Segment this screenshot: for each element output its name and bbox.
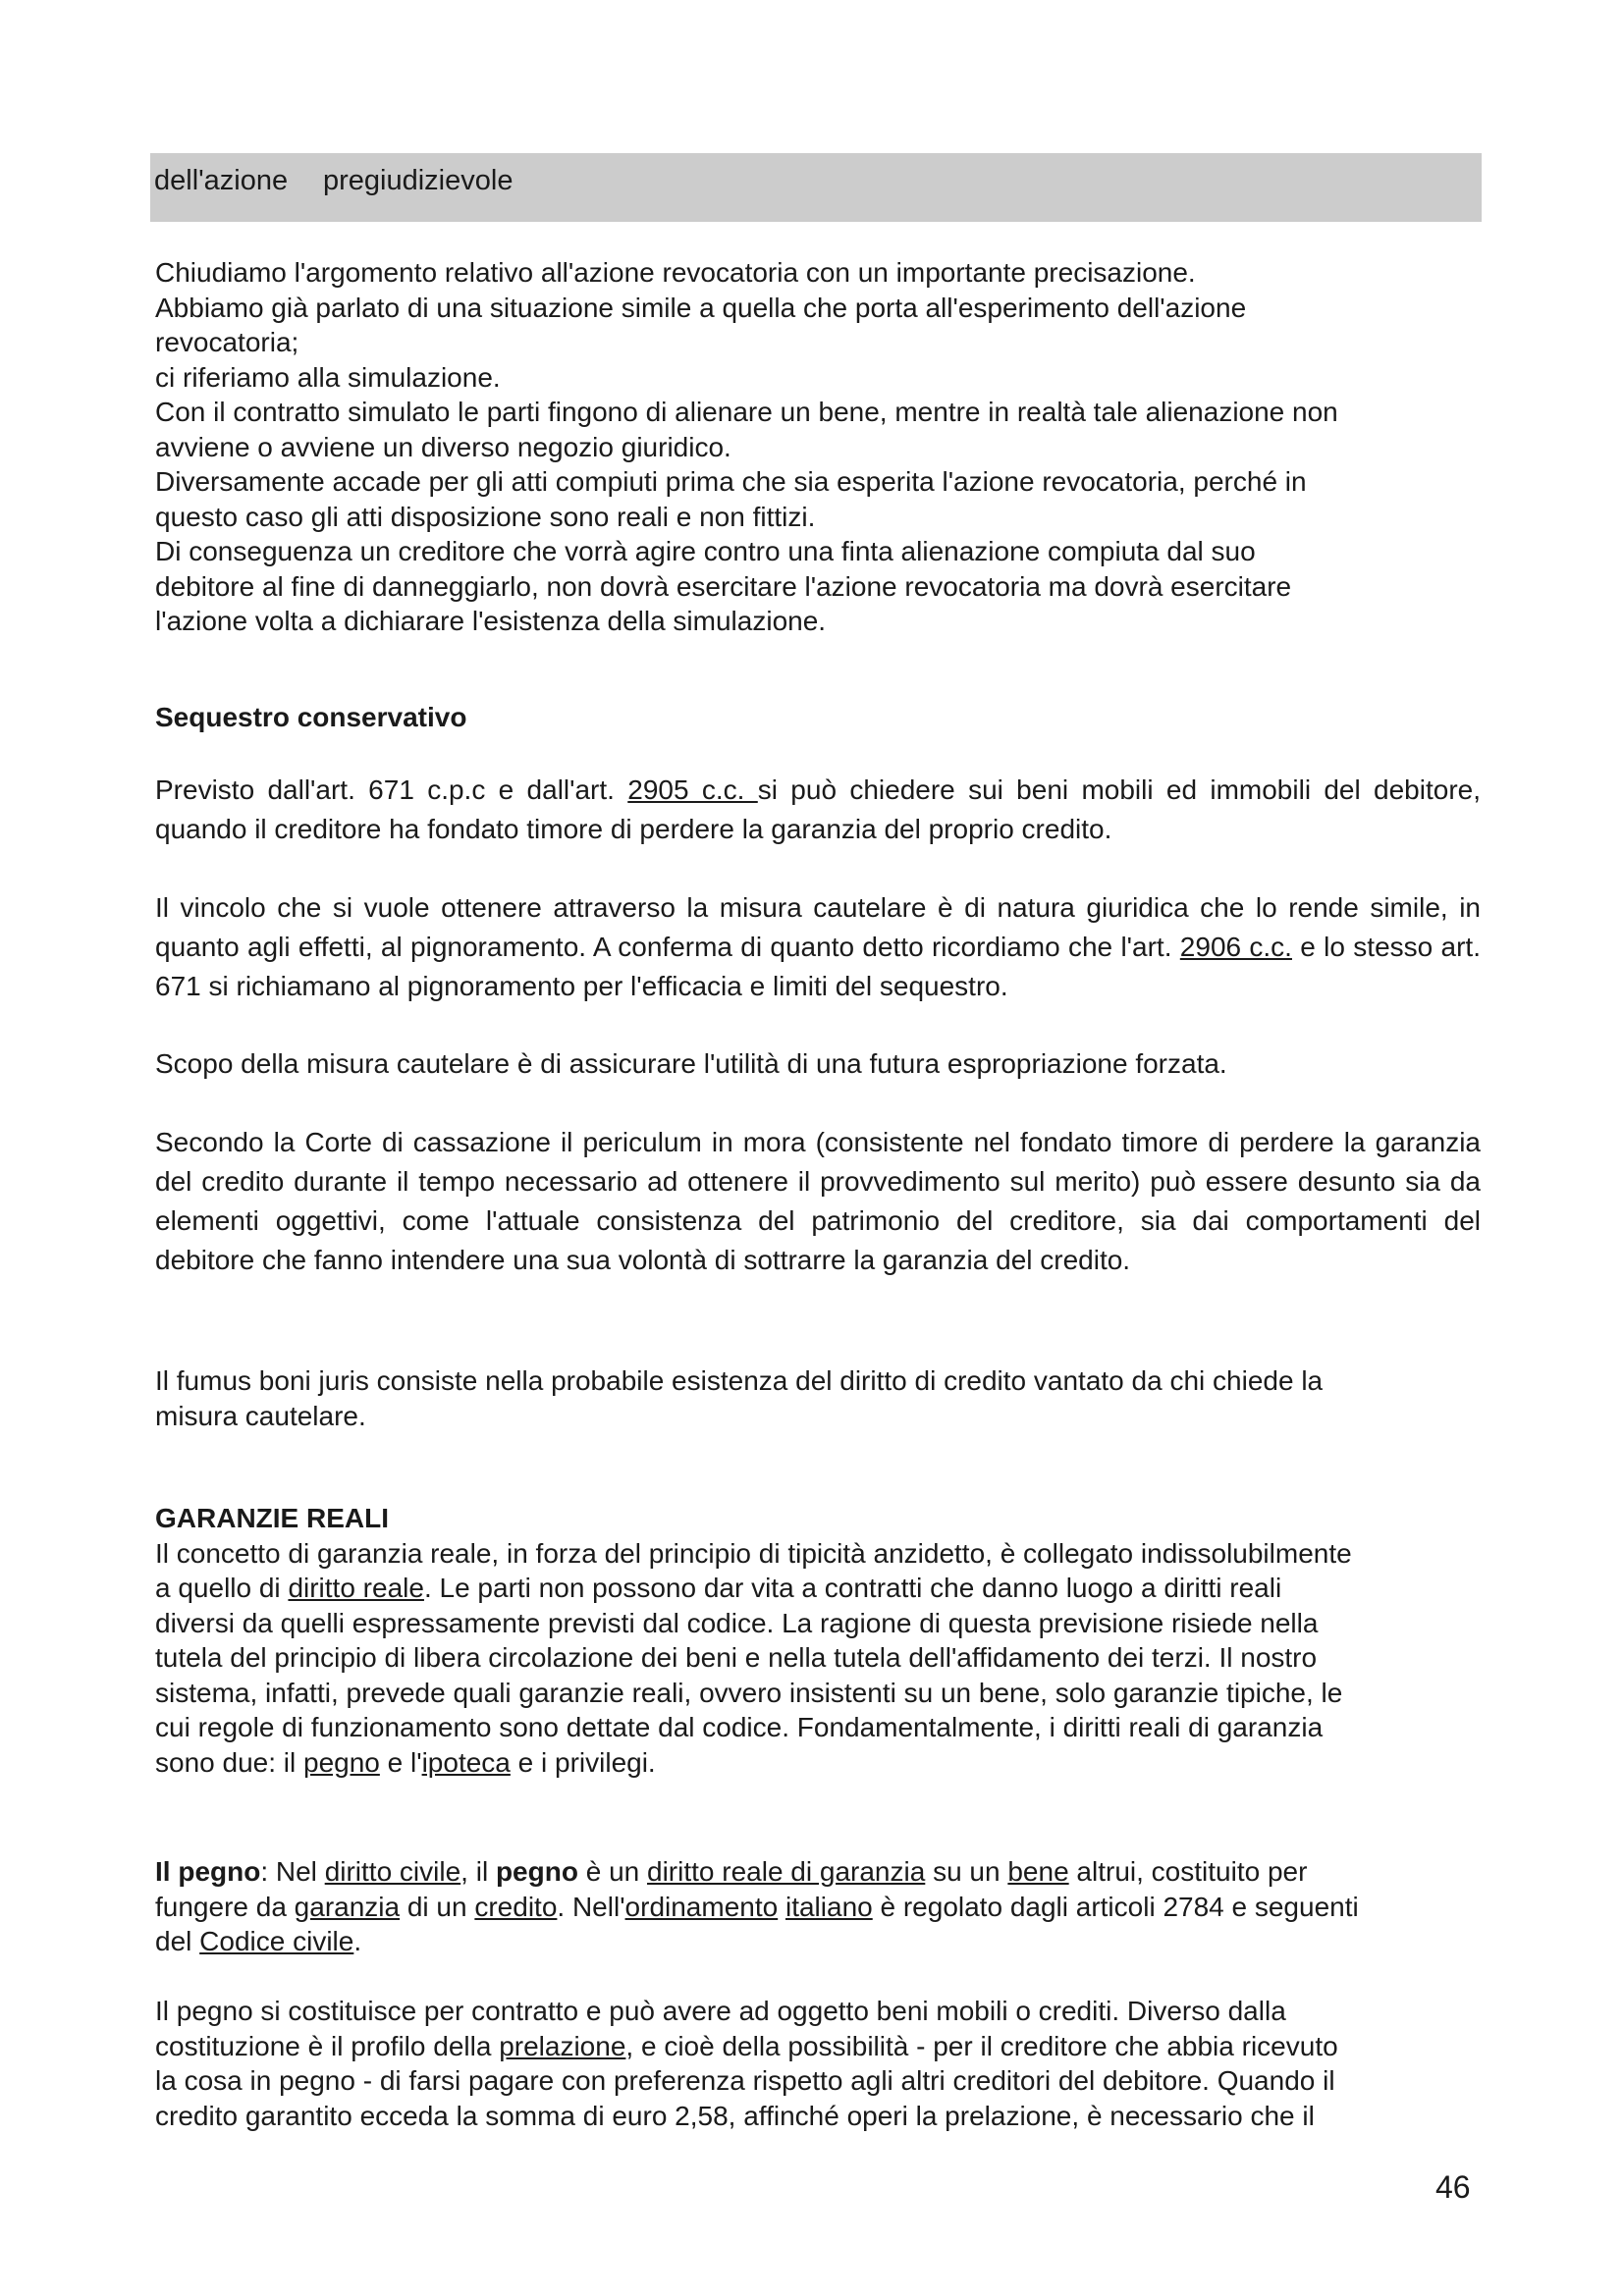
text-run: e lo stesso art. 671 si richiamano al pignoramento per l'efficacia e limiti del sequestro. [155,932,1481,1001]
link-art-2905[interactable]: 2905 c.c. [627,774,758,805]
text-line: Il concetto di garanzia reale, in forza del principio di tipicità anzidetto, è collegato indissolubilmente [155,1537,1352,1569]
sequestro-paragraph-1 [155,771,1481,849]
garanzie-reali-section [155,1501,1481,1780]
text-run: fungere da [155,1891,295,1922]
garanzie-heading: GARANZIE REALI [155,1503,389,1533]
text-line [155,1745,1481,1781]
text-line [155,1924,1481,1959]
sequestro-paragraph-5 [155,1363,1481,1433]
link-diritto-civile[interactable]: diritto civile [324,1856,461,1887]
text-run: a quello di [155,1573,289,1603]
intro-line: Di conseguenza un creditore che vorrà agire contro una finta alienazione compiuta dal suo [155,536,1256,566]
link-diritto-reale[interactable]: diritto reale [288,1573,424,1603]
link-garanzia[interactable]: garanzia [294,1891,401,1922]
text-line: la cosa in pegno - di farsi pagare con preferenza rispetto agli altri creditori del debitore. Quando il [155,2065,1335,2096]
text-line [155,1571,1481,1606]
text-line: diversi da quelli espressamente previsti dal codice. La ragione di questa previsione risiede nella [155,1607,1319,1638]
page-number: 46 [1435,2169,1471,2205]
text-run: è un [577,1856,648,1887]
text-run: su un [925,1856,1008,1887]
text-line: sistema, infatti, prevede quali garanzie reali, ovvero insistenti su un bene, solo garanzie tipiche, le [155,1677,1343,1708]
intro-line: Abbiamo già parlato di una situazione simile a quella che porta all'esperimento dell'azione [155,292,1247,323]
text-line: Il pegno si costituisce per contratto e può avere ad oggetto beni mobili o crediti. Diverso dalla [155,1996,1286,2026]
text-run: si può chiedere sui beni mobili ed immobili del debitore, quando il creditore ha fondato timore di perdere la garanzia del proprio credito. [155,774,1482,844]
link-ipoteca[interactable]: ipoteca [421,1746,511,1778]
intro-line: avviene o avviene un diverso negozio giuridico. [155,431,731,462]
link-codice-civile[interactable]: Codice civile [199,1926,354,1956]
link-bene[interactable]: bene [1007,1856,1069,1887]
text-run: . Nell' [557,1891,625,1922]
intro-line: l'azione volta a dichiarare l'esistenza della simulazione. [155,606,827,636]
link-art-2906[interactable]: 2906 c.c. [1179,932,1292,962]
text-run: altrui, costituito per [1068,1856,1308,1887]
text-line [155,1890,1481,1925]
header-word-1: dell'azione [154,165,289,196]
intro-line: ci riferiamo alla simulazione. [155,361,501,393]
link-credito[interactable]: credito [474,1891,558,1922]
text-line: tutela del principio di libera circolazione dei beni e nella tutela dell'affidamento dei terzi. Il nostro [155,1642,1318,1673]
text-line [155,2029,1481,2064]
link-pegno[interactable]: pegno [303,1746,380,1778]
text-run: e i privilegi. [510,1746,656,1778]
section-header-bar [150,153,1482,222]
text-line [155,1854,1481,1890]
sequestro-paragraph-2 [155,888,1481,1006]
text-run: : Nel [260,1856,325,1887]
intro-paragraph [155,255,1481,639]
pegno-definition [155,1854,1481,1959]
text-run: Previsto dall'art. 671 c.p.c e dall'art. [155,774,628,805]
text-line: Il fumus boni juris consiste nella probabile esistenza del diritto di credito vantato da chi chiede la [155,1365,1324,1396]
text-run: , e cioè della possibilità - per il creditore che abbia ricevuto [625,2030,1338,2061]
text-run: di un [400,1891,475,1922]
text-run [778,1892,785,1922]
text-run: e l' [379,1746,422,1778]
pegno-costituzione [155,1994,1481,2133]
text-run: . Le parti non possono dar vita a contratti che danno luogo a diritti reali [423,1573,1282,1603]
pegno-label: Il pegno [155,1856,261,1887]
sequestro-heading: Sequestro conservativo [155,702,467,732]
text-line: misura cautelare. [155,1400,366,1431]
intro-line: Diversamente accade per gli atti compiuti prima che sia esperita l'azione revocatoria, perché in [155,466,1307,497]
link-italiano[interactable]: italiano [784,1891,873,1922]
intro-line: revocatoria; [155,327,299,357]
header-word-2: pregiudizievole [323,165,514,196]
text-run: è regolato dagli articoli 2784 e seguenti [872,1891,1359,1922]
bold-term-pegno: pegno [495,1856,578,1887]
intro-line: debitore al fine di danneggiarlo, non dovrà esercitare l'azione revocatoria ma dovrà esercitare [155,570,1292,602]
sequestro-paragraph-4: Secondo la Corte di cassazione il periculum in mora (consistente nel fondato timore di perdere la garanzia del credito durante il tempo necessario ad ottenere il provvedimento sul merito) può essere desunto sia da elementi oggettivi, come l'attuale consistenza del patrimonio del creditore, sia dai comportamenti del debitore che fanno intendere una sua volontà di sottrarre la garanzia del credito. [155,1127,1481,1275]
text-run: costituzione è il profilo della [155,2030,500,2061]
intro-line: Con il contratto simulato le parti fingono di alienare un bene, mentre in realtà tale alienazione non [155,397,1338,427]
text-run: , il [460,1856,496,1887]
link-ordinamento[interactable]: ordinamento [624,1891,779,1922]
intro-line: Chiudiamo l'argomento relativo all'azione revocatoria con un importante precisazione. [155,257,1196,288]
link-diritto-reale-di-garanzia[interactable]: diritto reale di garanzia [647,1856,926,1887]
text-run: . [353,1926,362,1956]
link-prelazione[interactable]: prelazione [499,2030,626,2061]
sequestro-paragraph-3: Scopo della misura cautelare è di assicurare l'utilità di una futura espropriazione forzata. [155,1048,1227,1079]
text-line: cui regole di funzionamento sono dettate dal codice. Fondamentalmente, i diritti reali di garanzia [155,1712,1324,1742]
intro-line: questo caso gli atti disposizione sono reali e non fittizi. [155,501,816,532]
text-run: Il vincolo che si vuole ottenere attraverso la misura cautelare è di natura giuridica che lo rende simile, in quanto agli effetti, al pignoramento. A conferma di quanto detto ricordiamo che l'art. [155,892,1481,962]
text-run: del [155,1926,200,1956]
text-line: credito garantito ecceda la somma di euro 2,58, affinché operi la prelazione, è necessario che il [155,2100,1315,2131]
text-run: sono due: il [155,1746,303,1778]
